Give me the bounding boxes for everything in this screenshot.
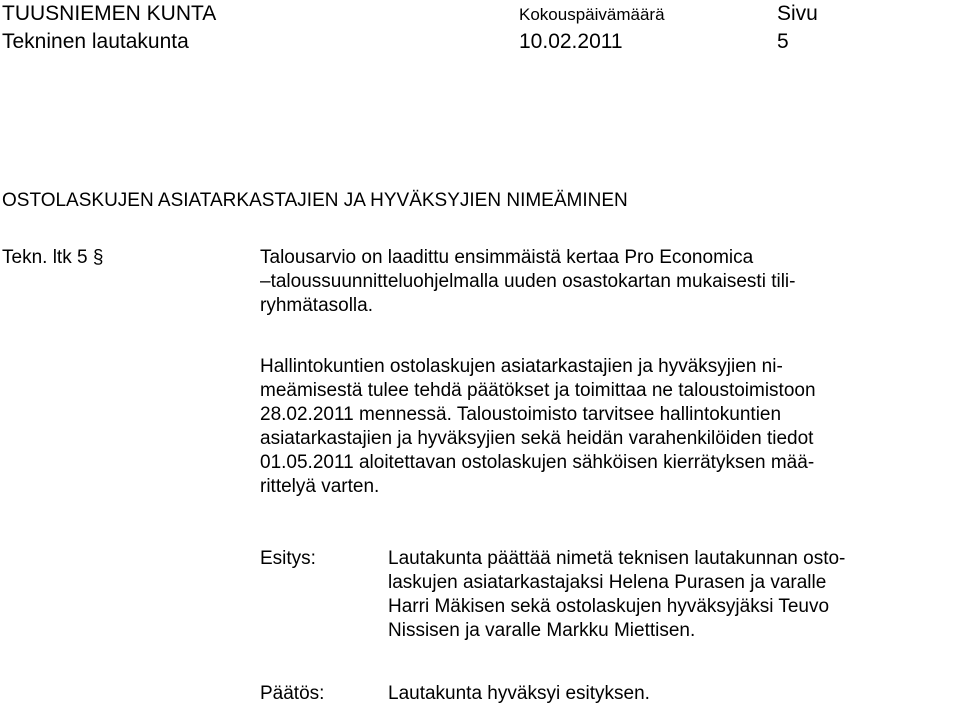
paragraph-line: –taloussuunnitteluohjelmalla uuden osastokartan mukaisesti tili- [260, 271, 796, 292]
decision-label: Päätös: [260, 683, 325, 704]
proposal-line: Nissisen ja varalle Markku Miettisen. [388, 620, 696, 641]
paragraph-line: Talousarvio on laadittu ensimmäistä kertaa Pro Economica [260, 247, 754, 268]
paragraph-line: 28.02.2011 mennessä. Taloustoimisto tarvitsee hallintokuntien [260, 404, 782, 425]
organization-name: TUUSNIEMEN KUNTA [2, 2, 217, 25]
paragraph-line: meämisestä tulee tehdä päätökset ja toimittaa ne taloustoimistoon [260, 380, 816, 401]
proposal-label: Esitys: [260, 548, 316, 569]
paragraph-background [260, 246, 960, 318]
proposal-line: laskujen asiatarkastajaksi Helena Purasen ja varalle [388, 572, 827, 593]
proposal-line: Lautakunta päättää nimetä teknisen lautakunnan osto- [388, 548, 846, 569]
committee-name: Tekninen lautakunta [2, 30, 189, 53]
paragraph-line: Hallintokuntien ostolaskujen asiatarkastajien ja hyväksyjien ni- [260, 356, 783, 377]
proposal-line: Harri Mäkisen sekä ostolaskujen hyväksyjäksi Teuvo [388, 596, 830, 617]
page-number-label: Sivu [777, 2, 818, 25]
paragraph-line: asiatarkastajien ja hyväksyjien sekä heidän varahenkilöiden tiedot [260, 428, 814, 449]
meeting-date-label: Kokouspäivämäärä [519, 5, 665, 24]
paragraph-line: 01.05.2011 aloitettavan ostolaskujen sähköisen kierrätyksen mää- [260, 452, 815, 473]
meeting-date-value: 10.02.2011 [519, 30, 623, 53]
section-reference: Tekn. ltk 5 § [2, 247, 104, 268]
page-number-value: 5 [777, 30, 789, 53]
decision-text: Lautakunta hyväksyi esityksen. [388, 683, 650, 704]
paragraph-deadline [260, 355, 960, 499]
paragraph-line: rittelyä varten. [260, 476, 380, 497]
document-title: OSTOLASKUJEN ASIATARKASTAJIEN JA HYVÄKSYJIEN NIMEÄMINEN [2, 190, 628, 211]
proposal-text [388, 547, 960, 643]
paragraph-line: ryhmätasolla. [260, 295, 373, 316]
